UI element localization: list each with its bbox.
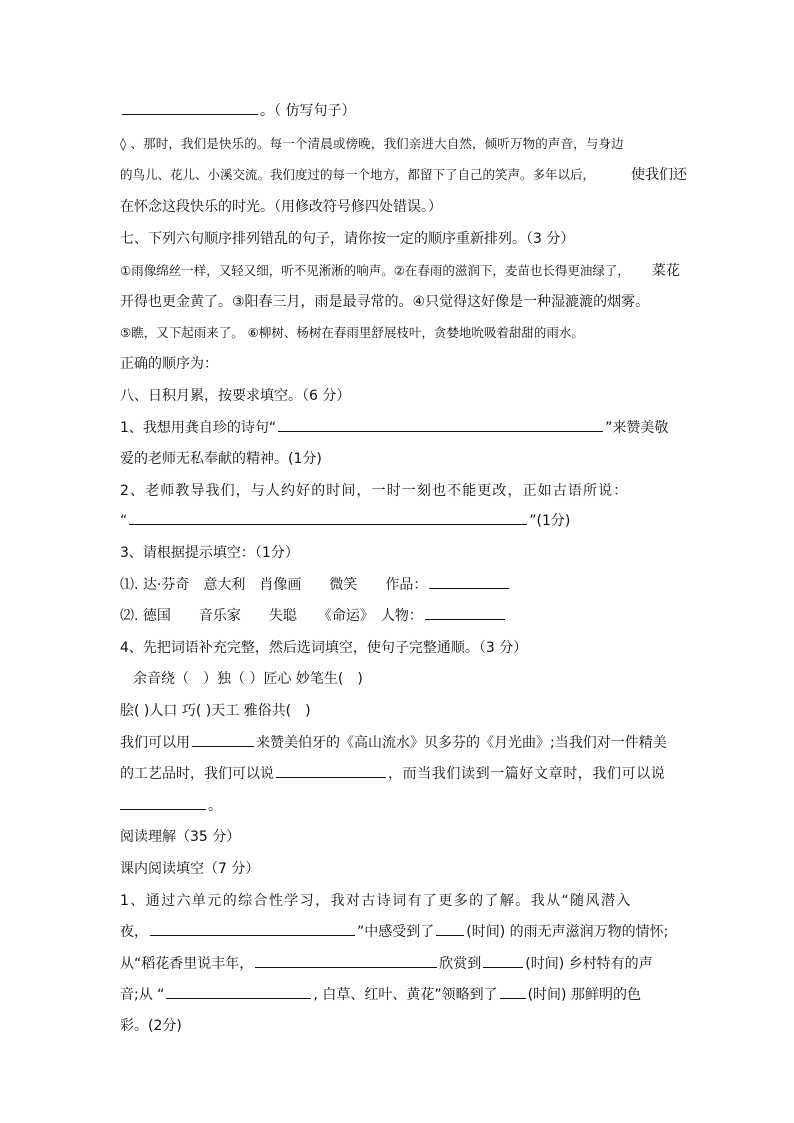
idiom-blank-2[interactable] (276, 764, 386, 778)
idiom-fill-line2: 的工艺品时，我们可以说 ，而当我们读到一篇好文章时，我们可以说 (120, 766, 666, 782)
poem-line-blank-2[interactable] (255, 954, 437, 968)
idiom-blank-3[interactable] (120, 796, 206, 810)
section-8-heading: 八、日积月累，按要求填空。（6 分） (120, 388, 351, 404)
q8-1-line1: 1、我想用龚自珍的诗句“ ”来赞美敬 (120, 420, 669, 436)
sentence-list-line2: 开得也更金黄了。③阳春三月，雨是最寻常的。④只觉得这好像是一种湿漉漉的烟雾。 (120, 294, 650, 310)
in-class-reading-heading: 课内阅读填空（7 分） (120, 861, 260, 877)
time-blank-3[interactable] (500, 985, 526, 999)
q8-3-item2: ⑵. 德国 音乐家 失聪 《命运》 人物： (120, 606, 694, 626)
time-blank-1[interactable] (436, 922, 464, 936)
reading-q1-line4: 音;从 “ , 白草、红叶、黄花”领略到了 (时间) 那鲜明的色 (120, 987, 641, 1003)
imitation-line: 。（ 仿写句子） (120, 101, 694, 121)
time-blank-2[interactable] (483, 954, 523, 968)
idiom-fill-line3: 。 (120, 796, 694, 816)
idiom-row1: 余音绕（ ）独（ ）匠心 妙笔生( ) (133, 671, 363, 687)
answer-blank[interactable] (122, 101, 258, 115)
reading-q1-line2: 夜， ”中感受到了 (时间) 的雨无声滋润万物的情怀; (120, 924, 669, 940)
poem-line-blank-1[interactable] (150, 922, 355, 936)
idiom-blank-1[interactable] (192, 733, 254, 747)
proverb-blank[interactable] (129, 511, 527, 525)
sentence-list-line1: ①雨像绵丝一样，又轻又细，听不见淅淅的响声。②在春雨的滋润下，麦苗也长得更油绿了， 菜花 (120, 263, 680, 279)
q8-2-line1: 2、老师教导我们，与人约好的时间，一时一刻也不能更改，正如古语所说： (120, 483, 629, 499)
sentence-list-line3: ⑤瞧，又下起雨来了。 ⑥柳树、杨树在春雨里舒展枝叶，贪婪地吮吸着甜甜的雨水。 (120, 325, 584, 340)
reading-q1-line1: 1、通过六单元的综合性学习，我对古诗词有了更多的了解。我从“随风潜入 (120, 893, 632, 909)
idiom-row2: 脍( )人口 巧( )天工 雅俗共( ) (120, 703, 311, 719)
poem-line-blank-3[interactable] (166, 985, 311, 999)
artwork-blank[interactable] (429, 575, 509, 589)
idiom-fill-line1: 我们可以用 来赞美伯牙的《高山流水》贝多芬的《月光曲》;当我们对一件精美 (120, 735, 667, 751)
reading-q1-line3: 从“稻花香里说丰年， 欣赏到 (时间) 乡村特有的声 (120, 956, 653, 972)
section-7-heading: 七、下列六句顺序排列错乱的句子，请你按一定的顺序重新排列。（3 分） (120, 231, 575, 247)
correct-order-label: 正确的顺序为： (120, 356, 218, 372)
correction-paragraph-line1: ◊ 、那时，我们是快乐的。每一个清晨或傍晚，我们亲进大自然，倾听万物的声音，与身边 (120, 136, 624, 151)
reading-q1-line5: 彩。(2分) (120, 1018, 182, 1034)
correction-paragraph-line3: 在怀念这段快乐的时光。（用修改符号修四处错误。） (120, 199, 442, 215)
q8-2-line2: “ ”(1分) (120, 513, 571, 529)
correction-paragraph-line2: 的鸟儿、花儿、小溪交流。我们度过的每一个地方，都留下了自己的笑声。多年以后， 使我们还 (120, 167, 688, 183)
poem-blank[interactable] (278, 418, 603, 432)
q8-4-heading: 4、先把词语补充完整，然后选词填空，使句子完整通顺。（3 分） (120, 640, 528, 656)
q8-3-heading: 3、请根据提示填空：（1分） (120, 545, 299, 561)
q8-1-line2: 爱的老师无私奉献的精神。(1分) (120, 451, 322, 467)
q8-3-item1: ⑴. 达·芬奇 意大利 肖像画 微笑 作品： (120, 575, 694, 595)
person-blank[interactable] (425, 606, 505, 620)
reading-section-heading: 阅读理解（35 分） (120, 829, 241, 845)
